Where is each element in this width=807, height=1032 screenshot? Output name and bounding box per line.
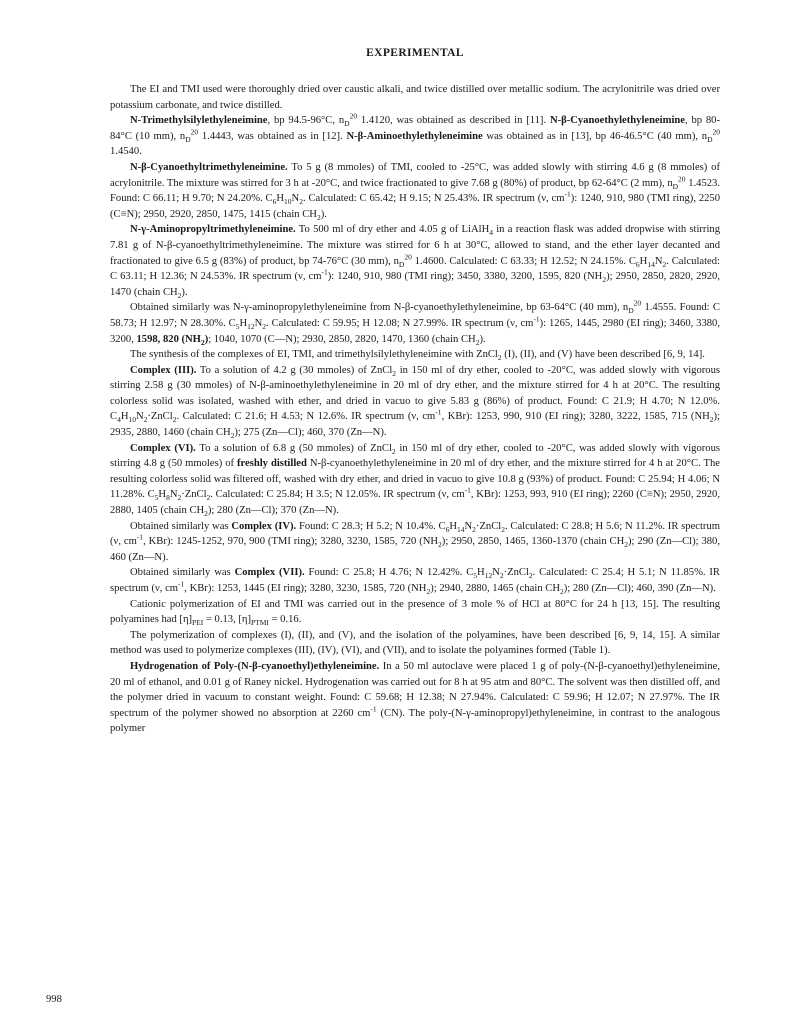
paragraph: The EI and TMI used were thoroughly dried over caustic alkali, and twice distilled over metallic sodium. The acrylonitrile was dried over potassium carbonate, and twice distilled. [110, 84, 720, 111]
paragraph: Complex (III). To a solution of 4.2 g (30 mmoles) of ZnCl$_2$ in 150 ml of dry ether, cooled to -20°C, was added slowly with vigorous stirring 2.58 g (30 mmoles) of N-β-aminoethylethyleneimine in 20 ml of dry ether, and the mixture stirred for 4 h at 20°C. The resulting colorless solid was isolated, washed with ether, and dried in vacuo to give 5.83 g (86%) of product. Found: C 21.9; H 4.70; N 12.0%. $C_4H_{10}N_2\cdot ZnCl_2$. Calculated: C 21.6; H 4.53; N 12.6%. IR spectrum (ν, $cm^{-1}$, KBr): 1253, 990, 910 (EI ring); 3280, 3222, 1585, 715 $(NH_2)$; 2935, 2880, 1460 (chain $CH_2$); 275 (Zn—Cl); 460, 370 (Zn—N). [110, 364, 720, 441]
paragraph: Obtained similarly was N-γ-aminopropylethyleneimine from N-β-cyanoethylethyleneimine, bp 63-64°C (40 mm), $n_D^{20}$ 1.4555. Found: C 58.73; H 12.97; N 28.30%. $C_5H_{12}N_2$. Calculated: C 59.95; H 12.08; N 27.99%. IR spectrum (ν, $cm^{-1}$): 1265, 1445, 2980 (EI ring); 3460, 3380, 3200, 1598, 820 $(NH_2)$; 1040, 1070 (C—N); 2930, 2850, 2820, 1470, 1360 (chain $CH_2$). [110, 298, 720, 347]
paragraph: Complex (VI). To a solution of 6.8 g (50 mmoles) of ZnCl$_2$ in 150 ml of dry ether, cooled to -20°C, was added slowly with vigorous stirring 4.8 g (50 mmoles) of freshly distilled N-β-cyanoethylethyleneimine in 20 ml of dry ether, and the mixture stirred for 4 h at 20°C. The resulting colorless solid was filtered off, washed with dry ether, and dried in vacuo to give 10.8 g (93%) of product. Found: C 25.94; H 4.06; N 11.28%. $C_5H_8N_2\cdot ZnCl_2$. Calculated: C 25.84; H 3.5; N 12.05%. IR spectrum (ν, $cm^{-1}$, KBr): 1253, 993, 910 (EI ring); 2260 (C≡N); 2950, 2920, 2880, 1405 (chain $CH_2$); 280 (Zn—Cl); 370 (Zn—N). [110, 442, 720, 519]
paragraph: Hydrogenation of Poly-(N-β-cyanoethyl)ethyleneimine. In a 50 ml autoclave were placed 1 g of poly-(N-β-cyanoethyl)ethyleneimine, 20 ml of ethanol, and 0.01 g of Raney nickel. Hydrogenation was carried out for 8 h at 95 atm and 80°C. The solvent was then distilled off, and the polymer dried in vacuum to constant weight. Found: C 59.68; H 12.38; N 27.94%. Calculated: C 59.96; H 12.07; N 27.97%. The IR spectrum of the polymer showed no absorption at 2260 $cm^{-1}$ (CN). The poly-(N-γ-aminopropyl)ethyleneimine, in contrast to the analogous polymer [110, 660, 720, 735]
paragraph: The synthesis of the complexes of EI, TMI, and trimethylsilylethyleneimine with ZnCl$_2$ (I), (II), and (V) have been described [6, 9, 14]. [130, 349, 705, 363]
paragraph: N-γ-Aminopropyltrimethyleneimine. To 500 ml of dry ether and 4.05 g of LiAlH$_4$ in a reaction flask was added dropwise with stirring 7.81 g of N-β-cyanoethyltrimethyleneimine. The mixture was stirred for 6 h at 30°C, allowed to stand, and the ether layer decanted and fractionated to give 6.5 g (83%) of product, bp 74-76°C (30 mm), $n_D^{20}$ 1.4600. Calculated: C 63.33; H 12.52; N 24.15%. $C_6H_{14}N_2$. Calculated: C 63.11; H 12.36; N 24.53%. IR spectrum (ν, $cm^{-1}$): 1240, 910, 980 (TMI ring); 3450, 3380, 3200, 1595, 820 $(NH_2)$; 2950, 2850, 2820, 2920, 1470 (chain $CH_2$). [110, 224, 720, 300]
paragraph: N-β-Cyanoethyltrimethyleneimine. To 5 g (8 mmoles) of TMI, cooled to -25°C, was added slowly with stirring 4.6 g (8 mmoles) of acrylonitrile. The mixture was stirred for 3 h at -20°C, and twice fractionated to give 7.68 g (80%) of product, bp 62-64°C (2 mm), $n_D^{20}$ 1.4523. Found: C 66.11; H 9.70; N 24.20%. $C_6H_{10}N_2$. Calculated: C 65.42; H 9.15; N 25.43%. IR spectrum (ν, $cm^{-1}$): 1240, 910, 980 (TMI ring), 2250 (C≡N); 2950, 2920, 2850, 1475, 1415 (chain $CH_2$). [110, 161, 721, 222]
paragraph: N-Trimethylsilylethyleneimine, bp 94.5-96°C, $n_D^{20}$ 1.4120, was obtained as described in [11]. N-β-Cyanoethylethyleneimine, bp 80-84°C (10 mm), $n_D^{20}$ 1.4443, was obtained as in [12]. N-β-Aminoethylethyleneimine was obtained as in [13], bp 46-46.5°C (40 mm), $n_D^{20}$ 1.4540. [110, 111, 721, 158]
paragraph-list [110, 82, 720, 737]
page-number: 998 [46, 994, 62, 1005]
paragraph: Obtained similarly was Complex (IV). Found: C 28.3; H 5.2; N 10.4%. $C_6H_{14}N_2\cdot ZnCl_2$. Calculated: C 28.8; H 5.6; N 11.2%. IR spectrum (ν, $cm^{-1}$, KBr): 1245-1252, 970, 900 (TMI ring); 3280, 3230, 1585, 720 $(NH_2)$; 2950, 2850, 1465, 1360-1370 (chain $CH_2$); 290 (Zn—Cl); 380, 460 (Zn—N). [110, 520, 721, 563]
paragraph: The polymerization of complexes (I), (II), and (V), and the isolation of the polyamines, have been described [6, 9, 14, 15]. A similar method was used to polymerize complexes (III), (IV), (VI), and (VII), and to isolate the polyamines formed (Table 1). [110, 629, 720, 657]
section-heading: EXPERIMENTAL [366, 47, 464, 59]
page-body [110, 40, 720, 737]
paragraph: Cationic polymerization of EI and TMI was carried out in the presence of 3 mole % of HCl at 80°C for 24 h [13, 15]. The resulting polyamines had $[\eta]_{PEI} = 0.13$, $[\eta]_{PTMI} = 0.16$. [110, 598, 720, 628]
paragraph: Obtained similarly was Complex (VII). Found: C 25.8; H 4.76; N 12.42%. $C_5H_{12}N_2\cdot ZnCl_2$. Calculated: C 25.4; H 5.1; N 11.85%. IR spectrum (ν, $cm^{-1}$, KBr): 1253, 1445 (EI ring); 3280, 3230, 1585, 720 $(NH_2)$; 2940, 2880, 1465 (chain $CH_2$); 280 (Zn—Cl); 460, 390 (Zn—N). [110, 567, 720, 597]
